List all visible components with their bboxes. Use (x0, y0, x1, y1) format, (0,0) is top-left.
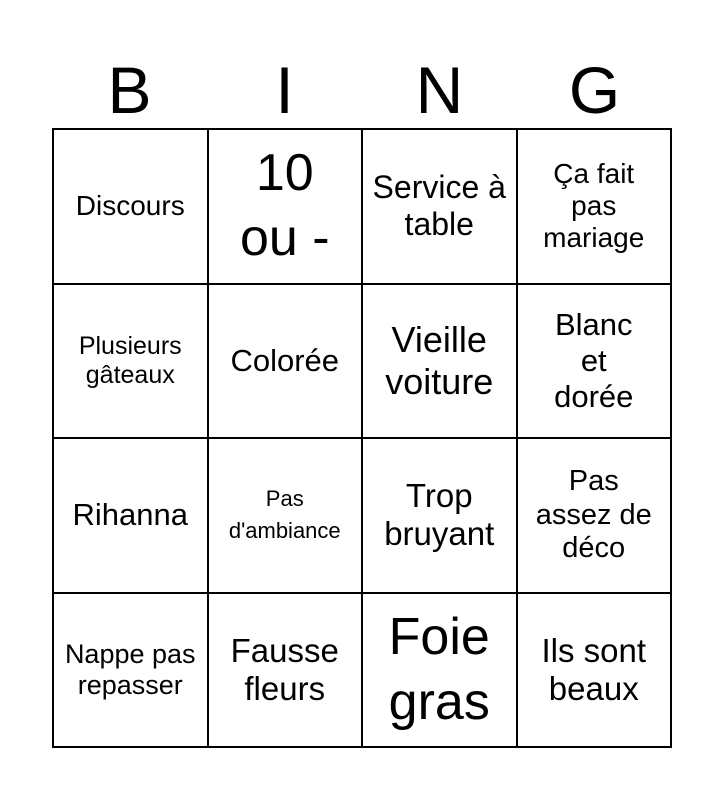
bingo-grid (52, 128, 672, 748)
bingo-cell[interactable]: Plusieurs gâteaux (54, 285, 209, 440)
header-letter-b: B (107, 53, 152, 127)
bingo-cell[interactable]: Ils sont beaux (518, 594, 673, 749)
header-letter-i: I (275, 53, 294, 127)
header-letter-g: G (568, 53, 621, 127)
bingo-cell[interactable]: Pas d'ambiance (209, 439, 364, 594)
bingo-cell[interactable]: Ça fait pas mariage (518, 130, 673, 285)
bingo-cell[interactable]: Rihanna (54, 439, 209, 594)
bingo-cell[interactable]: Fausse fleurs (209, 594, 364, 749)
bingo-cell[interactable]: Pas assez de déco (518, 439, 673, 594)
bingo-cell[interactable]: Service à table (363, 130, 518, 285)
bingo-cell[interactable]: 10 ou - (209, 130, 364, 285)
bingo-cell[interactable]: Discours (54, 130, 209, 285)
bingo-cell[interactable]: Blanc et dorée (518, 285, 673, 440)
bingo-cell[interactable]: Nappe pas repasser (54, 594, 209, 749)
bingo-header (52, 52, 672, 128)
bingo-cell[interactable]: Vieille voiture (363, 285, 518, 440)
header-letter-n: N (415, 53, 464, 127)
bingo-cell[interactable]: Trop bruyant (363, 439, 518, 594)
bingo-cell[interactable]: Colorée (209, 285, 364, 440)
bingo-cell[interactable]: Foie gras (363, 594, 518, 749)
